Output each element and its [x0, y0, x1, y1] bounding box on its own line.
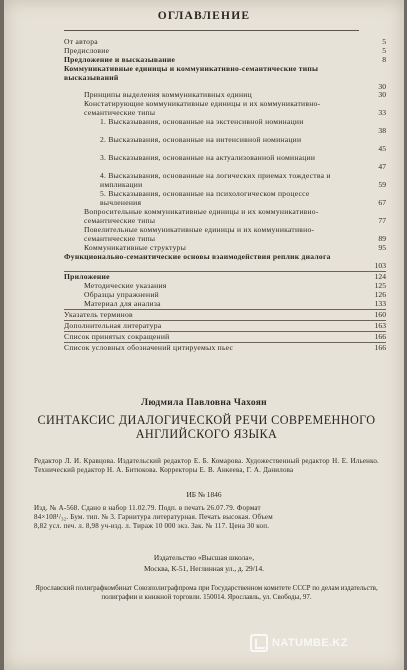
toc-page-number: 5 — [382, 46, 386, 55]
toc-page-number: 125 — [374, 281, 386, 290]
toc-entry: Коммуникативные структуры — [84, 243, 187, 252]
heading-rule — [64, 30, 359, 31]
toc-page-number: 30 — [378, 82, 386, 91]
watermark — [250, 632, 400, 656]
publisher — [4, 553, 404, 574]
book-title: СИНТАКСИС ДИАЛОГИЧЕСКОЙ РЕЧИ СОВРЕМЕННОГО АНГЛИЙСКОГО ЯЗЫКА — [37, 413, 376, 441]
toc-entry: Приложение — [64, 272, 110, 281]
toc-entry: Список условных обозначений цитируемых пьес — [64, 343, 234, 352]
toc-page-number: 103 — [374, 261, 386, 270]
toc-page-number: 89 — [378, 234, 386, 243]
book-page — [4, 0, 404, 670]
toc-entry: 2. Высказывания, основанные на интенсивной номинации — [100, 135, 302, 144]
toc-page-number: 8 — [382, 55, 386, 64]
toc-page-number: 38 — [378, 126, 386, 135]
book-author: Людмила Павловна Чахоян — [141, 398, 267, 408]
toc-page-number: 45 — [378, 144, 386, 153]
toc-page-number: 30 — [378, 90, 386, 99]
imprint-line: Изд. № А-568. Сдано в набор 11.02.79. Подп. в печать 26.07.79. Формат — [34, 504, 261, 512]
toc-entry: Принципы выделения коммуникативных единиц — [84, 90, 252, 99]
toc-entry: 4. Высказывания, основанные на логических приемах тождества и импликации — [100, 171, 331, 189]
editorial-credits: Редактор Л. И. Кравцова. Издательский редактор Е. Б. Комарова. Художественный редактор Н. Е. Ильенко. Технический редактор Н. А. Битюкова. Корректоры Е. В. Анкеева, Г. А. Данилова — [34, 457, 379, 475]
publisher-name: Издательство «Высшая школа», — [153, 553, 255, 562]
toc-entry: 1. Высказывания, основанные на экстенсивной номинации — [100, 117, 304, 126]
toc-page-number: 166 — [374, 332, 386, 341]
toc-page-number: 126 — [374, 290, 386, 299]
toc-entry: 3. Высказывания, основанные на актуализованной номинации — [100, 153, 316, 162]
toc-entry: Методические указания — [84, 281, 167, 290]
toc-page-number: 95 — [378, 243, 386, 252]
toc-page-number: 33 — [378, 108, 386, 117]
printer-info: Ярославский полиграфкомбинат Союзполиграфпрома при Государственном комитете СССР по делам издательств, полиграфии и книжной торговли. 150014. Ярославль, ул. Свободы, 97. — [35, 584, 378, 602]
toc-entry: 5. Высказывания, основанные на психологическом процессе вычленения — [100, 189, 310, 207]
publisher-address: Москва, К-51, Неглинная ул., д. 29/14. — [143, 563, 265, 573]
toc-entry: Список принятых сокращений — [64, 332, 170, 341]
toc-page-number: 47 — [378, 162, 386, 171]
toc-entry: Констатирующие коммуникативные единицы и их коммуникативно-семантические типы — [84, 99, 321, 117]
toc-entry: От автора — [64, 37, 98, 46]
toc-entry: Предложение и высказывание — [64, 55, 176, 64]
toc-entry: Материал для анализа — [84, 299, 161, 308]
toc-entry: Предисловие — [64, 46, 110, 55]
toc-page-number: 160 — [374, 310, 386, 319]
ib-number: ИБ № 1846 — [186, 490, 222, 499]
imprint-line: 8,82 усл. печ. л. 8,98 уч-изд. л. Тираж 10 000 экз. Зак. № 117. Цена 30 коп. — [34, 522, 270, 530]
toc-page-number: 124 — [374, 272, 386, 281]
toc-entry: Дополнительная литература — [64, 321, 162, 330]
toc-entry: Повелительные коммуникативные единицы и их коммуникативно-семантические типы — [84, 225, 315, 243]
toc-page-number: 67 — [378, 198, 386, 207]
toc-entry: Функционально-семантические основы взаимодействия реплик диалога — [64, 252, 331, 261]
toc-entry: Указатель терминов — [64, 310, 133, 319]
toc-heading: ОГЛАВЛЕНИЕ — [157, 10, 251, 22]
watermark-text: NATUMBE.KZ — [272, 637, 348, 649]
toc-page-number: 163 — [374, 321, 386, 330]
toc-entry: Образцы упражнений — [84, 290, 159, 299]
toc-page-number: 77 — [378, 216, 386, 225]
toc-page-number: 166 — [374, 343, 386, 352]
toc-entry: Коммуникативные единицы и коммуникативно-семантические типы высказываний — [64, 64, 319, 82]
toc-page-number: 59 — [378, 180, 386, 189]
toc-entry: Вопросительные коммуникативные единицы и их коммуникативно-семантические типы — [84, 207, 319, 225]
toc-page-number: 5 — [382, 37, 386, 46]
divider — [64, 271, 386, 272]
natumbe-logo-icon — [250, 634, 268, 652]
imprint-line: 84×108¹/₃₂. Бум. тип. № 3. Гарнитура литературная. Печать высокая. Объем — [34, 513, 273, 521]
toc-page-number: 133 — [374, 299, 386, 308]
